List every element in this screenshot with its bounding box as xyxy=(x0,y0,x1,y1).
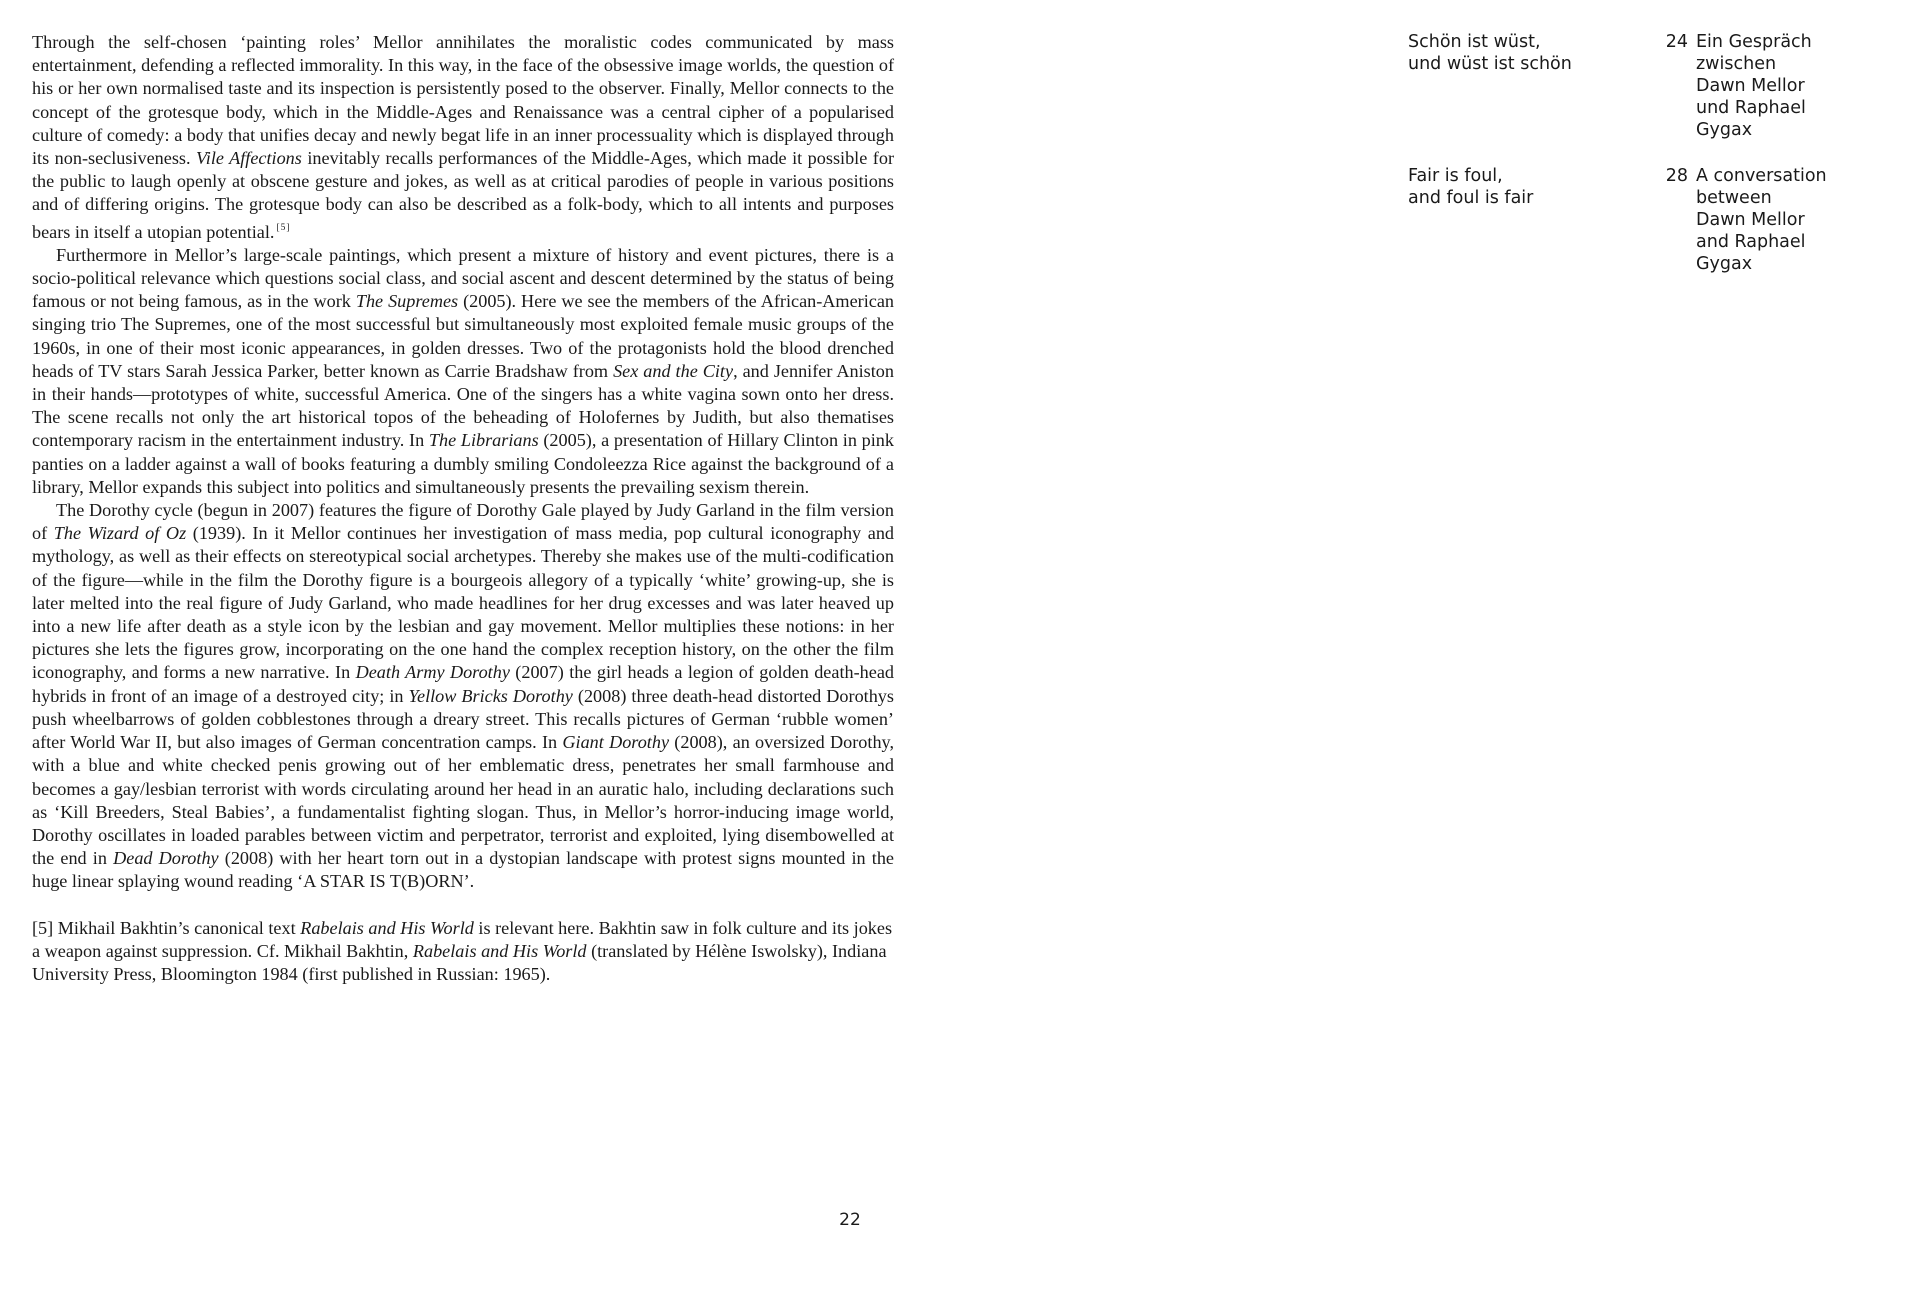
paragraph-2 xyxy=(32,244,894,499)
text-run: (2005), a presentation of Hillary Clinton in pink panties on a ladder against a wall of books featuring a dumbly smiling Condoleezza Rice against the background of a library, Mellor expands this subject into politics and simultaneously presents the prevailing sexism therein. xyxy=(32,430,894,497)
italic-title: Dead Dorothy xyxy=(113,848,219,869)
text-run: (2008), an oversized Dorothy, with a blue and white checked penis growing out of her emblematic dress, penetrates her small farmhouse and becomes a gay/lesbian terrorist with words circulating around her head in an auratic halo, including declarations such as ‘Kill Breeders, Steal Babies’, a fundamentalist fighting slogan. Thus, in Mellor’s horror-inducing image world, Dorothy oscillates in loaded parables between victim and perpetrator, terrorist and exploited, lying disembowelled at the end in xyxy=(32,732,895,869)
italic-title: The Wizard of Oz xyxy=(53,523,187,544)
text-run: inevitably recalls performances of the Middle-Ages, which made it possible for the public to laugh openly at obscene gesture and jokes, as well as at critical parodies of people in various positions and of differing origins. The grotesque body can also be described as a folk-body, which to all intents and purposes bears in itself a utopian potential. xyxy=(32,148,894,242)
toc-entry-page: 28 xyxy=(1665,166,1688,186)
text-run: [5] Mikhail Bakhtin’s canonical text xyxy=(32,917,301,938)
toc-entry-title: Schön ist wüst, und wüst ist schön xyxy=(1408,32,1572,74)
toc-entry-2[interactable] xyxy=(1408,165,1888,299)
toc-entry-page: 24 xyxy=(1665,32,1688,52)
text-run: (2005). Here we see the members of the African-American singing trio The Supremes, one of the most successful but simultaneously most exploited female music groups of the 1960s, in one of their most iconic appearances, in golden dresses. Two of the protagonists hold the blood drenched heads of TV stars Sarah Jessica Parker, better known as Carrie Bradshaw from xyxy=(32,291,894,381)
text-run: The Dorothy cycle (begun in 2007) features the figure of Dorothy Gale played by Judy Garland in the film version of xyxy=(32,500,894,544)
paragraph-1 xyxy=(32,31,894,244)
toc-entry-title: Fair is foul, and foul is fair xyxy=(1408,166,1534,208)
text-run: (2008) three death-head distorted Dorothys push wheelbarrows of golden cobblestones through a dreary street. This recalls pictures of German ‘rubble women’ after World War II, but also images of German concentration camps. In xyxy=(32,685,894,753)
italic-title: Vile Affections xyxy=(196,148,302,169)
essay-body xyxy=(32,31,894,894)
italic-title: The Supremes xyxy=(355,291,459,312)
footnote-marker: [5] xyxy=(276,222,291,233)
italic-title: Death Army Dorothy xyxy=(355,662,510,683)
italic-title: Rabelais and His World xyxy=(412,940,587,961)
text-run: (2008) with her heart torn out in a dystopian landscape with protest signs mounted in the huge linear splaying wound reading ‘A STAR IS T(B)ORN’. xyxy=(32,848,894,892)
text-run: is relevant here. Bakhtin saw in folk culture and its jokes a weapon against suppression. Cf. Mikhail Bakhtin, xyxy=(32,917,893,961)
text-run: (2007) the girl heads a legion of golden death-head hybrids in front of an image of a destroyed city; in xyxy=(32,662,894,706)
toc-entry-description: A conversation between Dawn Mellor and Raphael Gygax xyxy=(1696,166,1827,274)
text-run: Through the self-chosen ‘painting roles’ Mellor annihilates the moralistic codes communicated by mass entertainment, defending a reflected immorality. In this way, in the face of the obsessive image worlds, the question of his or her own normalised taste and its inspection is persistently posed to the observer. Finally, Mellor connects to the concept of the grotesque body, which in the Middle-Ages and Renaissance was a central cipher of a popularised culture of comedy: a body that unifies decay and newly begat life in an inner processuality which is displayed through its non-seclusiveness. xyxy=(32,32,894,169)
toc-entry-1[interactable] xyxy=(1408,31,1888,165)
italic-title: Rabelais and His World xyxy=(300,917,474,938)
italic-title: Giant Dorothy xyxy=(562,732,670,753)
italic-title: The Librarians xyxy=(428,430,539,451)
text-run: Furthermore in Mellor’s large-scale paintings, which present a mixture of history and event pictures, there is a socio-political relevance which questions social class, and social ascent and descent determined by the status of being famous or not being famous, as in the work xyxy=(32,244,894,312)
paragraph-3 xyxy=(32,499,894,893)
text-run: (translated by Hélène Iswolsky), Indiana University Press, Bloomington 1984 (first published in Russian: 1965). xyxy=(32,940,887,984)
footnote xyxy=(32,917,894,987)
table-of-contents xyxy=(1408,31,1888,299)
text-run: , and Jennifer Aniston in their hands—prototypes of white, successful America. One of the singers has a white vagina sown onto her dress. The scene recalls not only the art historical topos of the beheading of Holofernes by Judith, but also thematises contemporary racism in the entertainment industry. In xyxy=(32,360,894,451)
footnote-text xyxy=(32,917,894,987)
italic-title: Sex and the City xyxy=(613,360,734,381)
italic-title: Yellow Bricks Dorothy xyxy=(408,685,573,706)
text-run: (1939). In it Mellor continues her investigation of mass media, pop cultural iconography and mythology, as well as their effects on stereotypical social archetypes. Thereby she makes use of the multi-codification of the figure—while in the film the Dorothy figure is a bourgeois allegory of a typically ‘white’ growing-up, she is later melted into the real figure of Judy Garland, who made headlines for her drug excesses and was later heaved up into a new life after death as a style icon by the lesbian and gay movement. Mellor multiplies these notions: in her pictures she lets the figures grow, incorporating on the one hand the complex reception history, on the other the film iconography, and forms a new narrative. In xyxy=(32,523,895,683)
toc-entry-description: Ein Gespräch zwischen Dawn Mellor und Raphael Gygax xyxy=(1696,32,1812,140)
left-page xyxy=(32,31,894,986)
page-number: 22 xyxy=(839,1210,861,1230)
